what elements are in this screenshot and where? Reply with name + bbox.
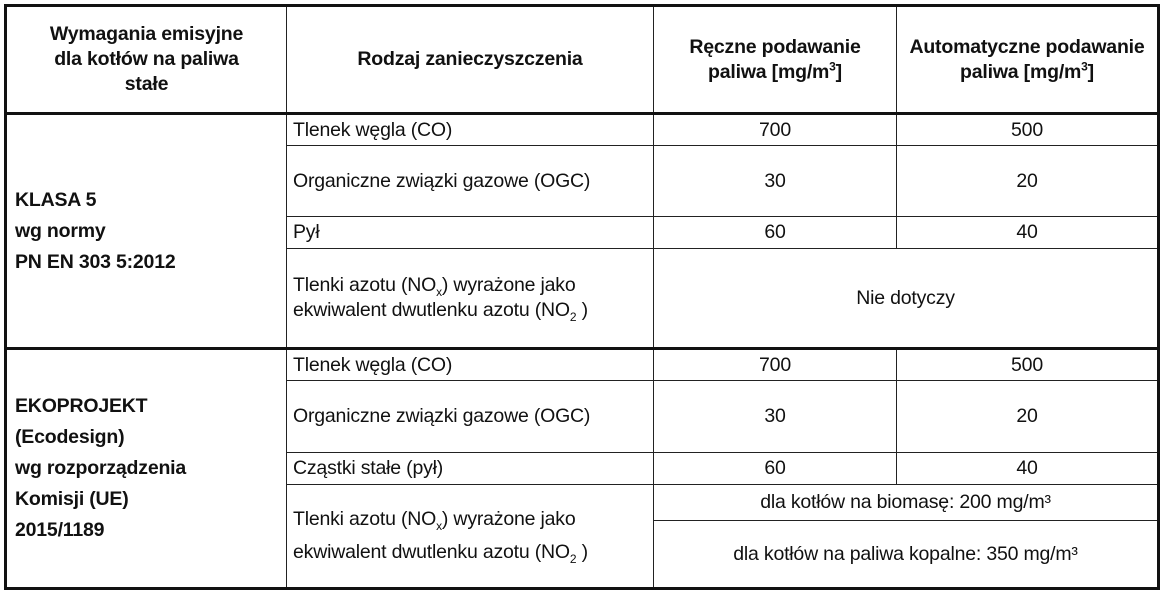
pollutant-name: Tlenek węgla (CO) (287, 114, 654, 146)
auto-value: 40 (897, 453, 1159, 485)
auto-value: 500 (897, 114, 1159, 146)
group-ekoprojekt: EKOPROJEKT (Ecodesign) wg rozporządzenia Komisji (UE) 2015/1189 (6, 349, 287, 589)
header-requirements: Wymagania emisyjne dla kotłów na paliwa stałe (6, 6, 287, 114)
header-pollutant-type: Rodzaj zanieczyszczenia (287, 6, 654, 114)
pollutant-name: Tlenki azotu $(NO_x)$ wyrażone jako ekwiwalent dwutlenku azotu ($NO_2$ ) (287, 485, 654, 589)
auto-value: 20 (897, 381, 1159, 453)
table-row (6, 114, 1159, 146)
auto-value: 500 (897, 349, 1159, 381)
header-manual-feed: Ręczne podawanie paliwa $[mg/m^3]$ (654, 6, 897, 114)
not-applicable-value: Nie dotyczy (654, 249, 1159, 349)
biomass-value: dla kotłów na biomasę: 200 mg/m³ (654, 485, 1159, 521)
auto-value: 40 (897, 217, 1159, 249)
group-klasa5: KLASA 5 wg normy PN EN 303 5:2012 (6, 114, 287, 349)
pollutant-name: Organiczne związki gazowe (OGC) (287, 146, 654, 217)
manual-value: 30 (654, 146, 897, 217)
header-row (6, 6, 1159, 114)
manual-value: 30 (654, 381, 897, 453)
emission-requirements-table (4, 4, 1160, 590)
pollutant-name: Tlenek węgla (CO) (287, 349, 654, 381)
manual-value: 700 (654, 349, 897, 381)
pollutant-name: Organiczne związki gazowe (OGC) (287, 381, 654, 453)
manual-value: 700 (654, 114, 897, 146)
pollutant-name: Tlenki azotu $(NO_x)$ wyrażone jako ekwiwalent dwutlenku azotu ($NO_2$ ) (287, 249, 654, 349)
pollutant-name: Pył (287, 217, 654, 249)
table-row (6, 349, 1159, 381)
pollutant-name: Cząstki stałe (pył) (287, 453, 654, 485)
manual-value: 60 (654, 217, 897, 249)
fossil-fuel-value: dla kotłów na paliwa kopalne: 350 mg/m³ (654, 521, 1159, 589)
auto-value: 20 (897, 146, 1159, 217)
header-automatic-feed: Automatyczne podawanie paliwa $[mg/m^3]$ (897, 6, 1159, 114)
manual-value: 60 (654, 453, 897, 485)
